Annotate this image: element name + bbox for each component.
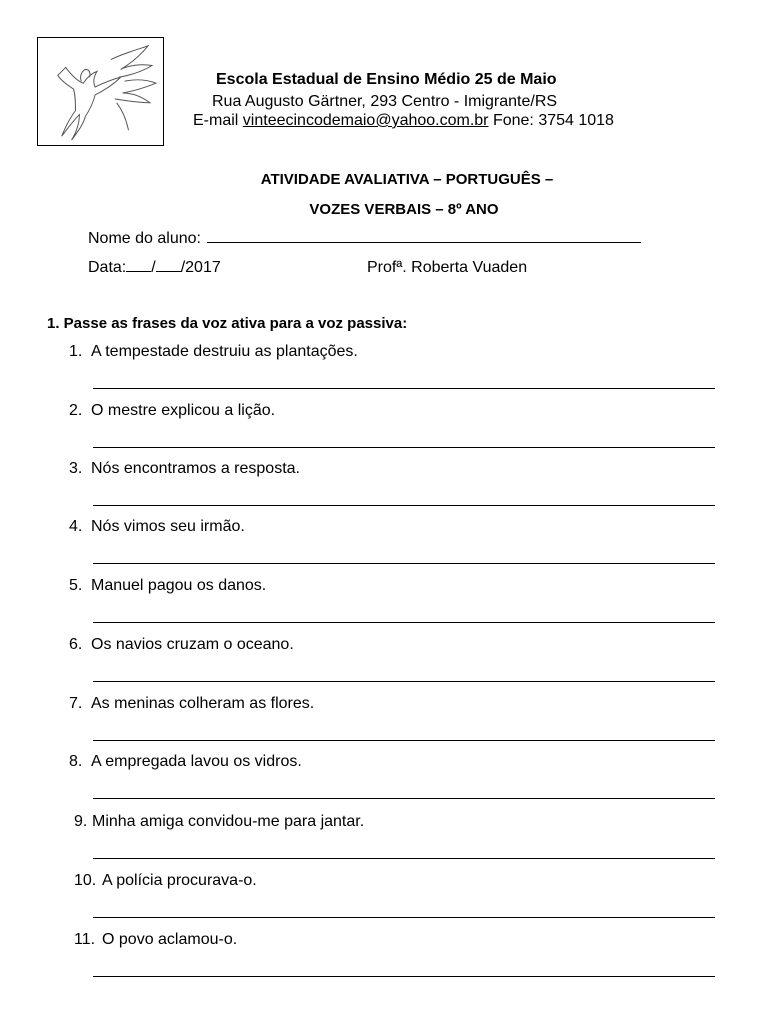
list-item [69,402,275,420]
answer-line[interactable] [93,563,715,564]
list-item [69,460,300,478]
item-number: 7. [69,695,83,712]
date-label: Data: [88,259,127,276]
phone-text: Fone: 3754 1018 [492,112,614,129]
item-sentence: O povo aclamou-o. [102,931,238,948]
answer-line[interactable] [93,388,715,389]
item-number: 6. [69,636,83,653]
item-sentence: As meninas colheram as flores. [91,695,315,712]
document-subtitle: VOZES VERBAIS – 8º ANO [309,201,499,218]
school-name: Escola Estadual de Ensino Médio 25 de Maio [216,71,557,88]
item-sentence: O mestre explicou a lição. [91,402,276,419]
item-number: 2. [69,402,83,419]
answer-line[interactable] [93,858,715,859]
student-name-label: Nome do aluno: [88,230,201,247]
item-sentence: Nós vimos seu irmão. [91,518,245,535]
email-label: E-mail [193,112,239,129]
item-sentence: Os navios cruzam o oceano. [91,636,294,653]
list-item [69,577,266,595]
item-number: 11. [74,931,96,948]
item-number: 5. [69,577,83,594]
answer-line[interactable] [93,740,715,741]
teacher-name: Profª. Roberta Vuaden [367,259,528,276]
school-address: Rua Augusto Gärtner, 293 Centro - Imigrante/RS [212,93,558,110]
student-name-blank[interactable] [207,230,641,243]
date-separator: / [151,259,156,276]
date-field [88,259,221,277]
list-item [69,518,245,536]
list-item [69,343,358,361]
item-sentence: Manuel pagou os danos. [91,577,267,594]
item-number: 8. [69,753,83,770]
answer-line[interactable] [93,976,715,977]
email-link[interactable]: vinteecincodemaio@yahoo.com.br [242,112,489,129]
list-item [69,695,314,713]
answer-line[interactable] [93,622,715,623]
list-item [69,753,302,771]
student-name-field [88,230,641,248]
answer-line[interactable] [93,505,715,506]
answer-line[interactable] [93,447,715,448]
list-item [74,931,237,949]
answer-line[interactable] [93,681,715,682]
item-number: 9. [74,813,88,830]
list-item [74,813,364,831]
item-number: 4. [69,518,83,535]
answer-line[interactable] [93,798,715,799]
item-number: 10. [74,872,97,889]
document-title: ATIVIDADE AVALIATIVA – PORTUGUÊS – [260,171,554,188]
school-logo [37,37,164,146]
answer-line[interactable] [93,917,715,918]
item-number: 1. [69,343,83,360]
item-sentence: A polícia procurava-o. [102,872,257,889]
date-month-blank[interactable] [156,259,181,272]
contact-line [193,112,614,130]
list-item [69,636,294,654]
item-sentence: Minha amiga convidou-me para jantar. [92,813,365,830]
list-item [74,872,257,890]
item-sentence: Nós encontramos a resposta. [91,460,300,477]
school-logo-drawing [38,38,163,145]
date-year: /2017 [180,259,221,276]
item-number: 3. [69,460,83,477]
item-sentence: A tempestade destruiu as plantações. [91,343,358,360]
date-day-blank[interactable] [126,259,151,272]
item-sentence: A empregada lavou os vidros. [91,753,302,770]
question-title: 1. Passe as frases da voz ativa para a voz passiva: [47,315,408,332]
